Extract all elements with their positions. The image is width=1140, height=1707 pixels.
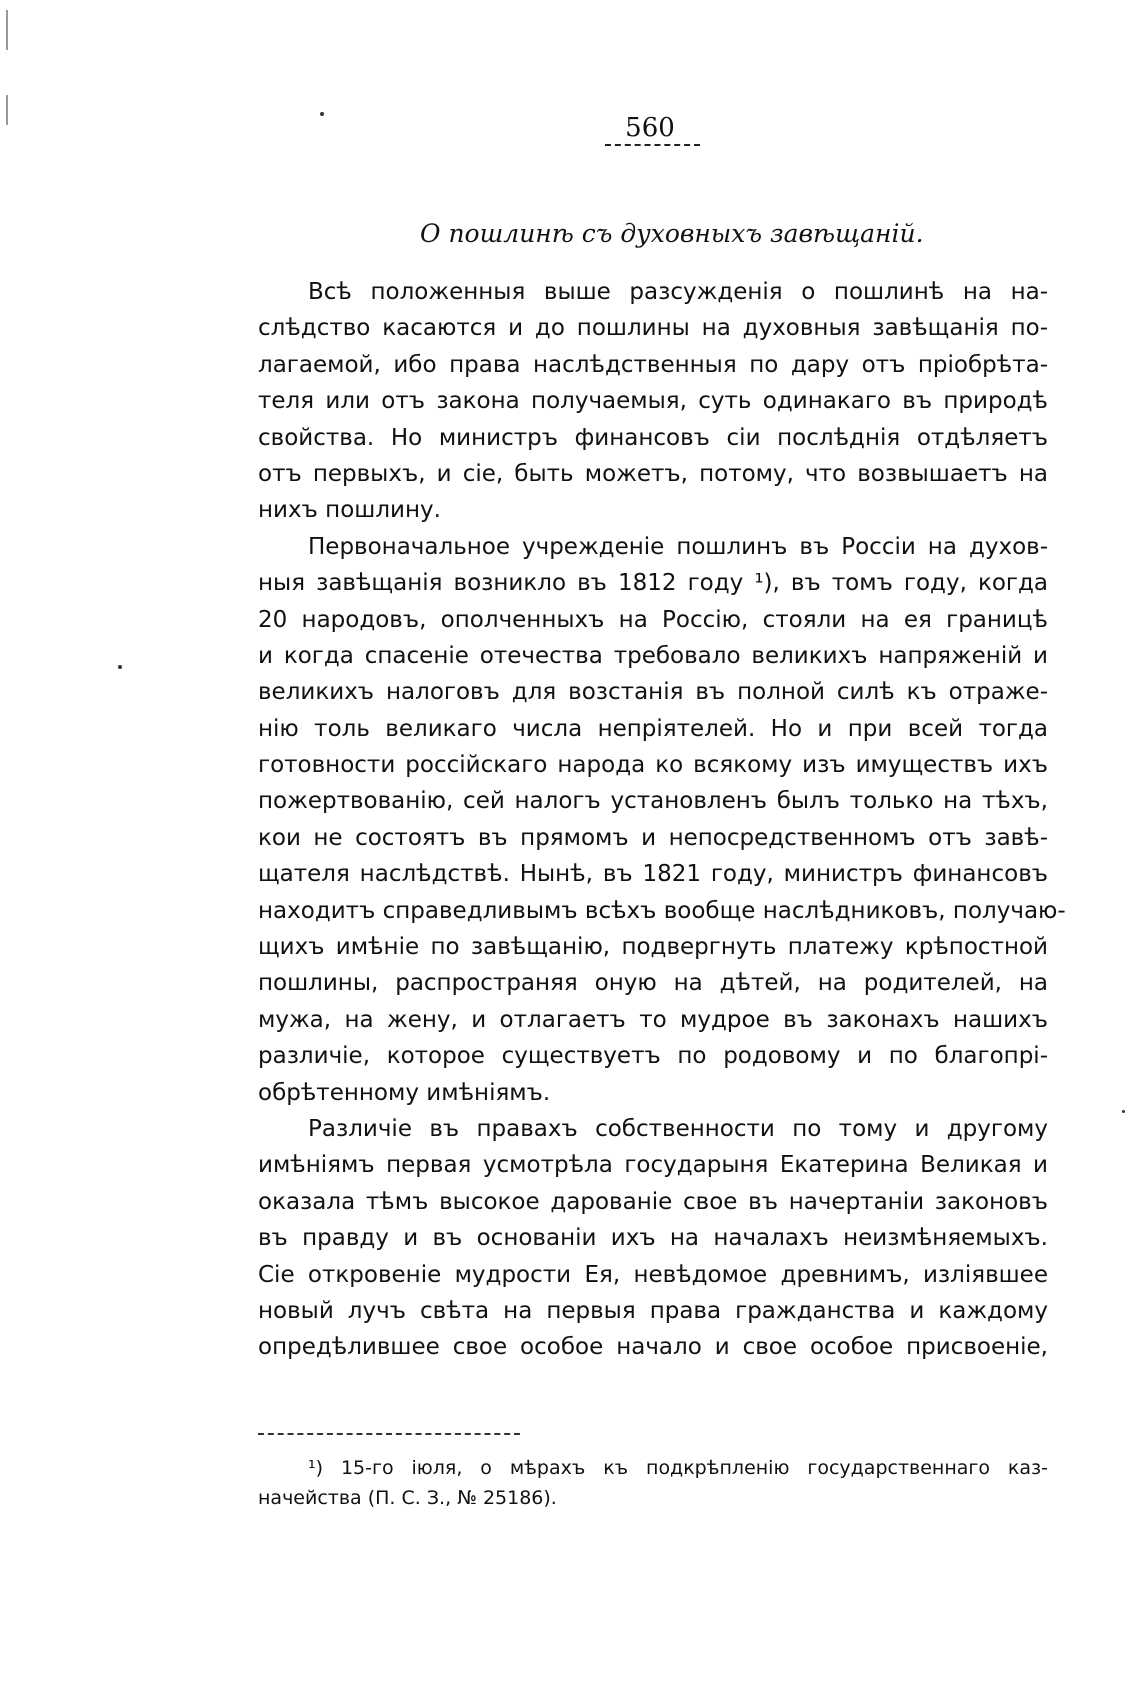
- footnote-line: ¹) 15-го іюля, о мѣрахъ къ подкрѣпленію государственнаго каз-: [308, 1457, 1048, 1479]
- text-line: новый лучъ свѣта на первыя права гражданства и каждому: [258, 1297, 1048, 1324]
- text-line: въ правду и въ основаніи ихъ на началахъ неизмѣняемыхъ.: [258, 1225, 1048, 1252]
- text-line: различіе, которое существуетъ по родовому и по благопрі-: [258, 1043, 1048, 1070]
- footnote-rule: [258, 1433, 520, 1435]
- text-line: 20 народовъ, ополченныхъ на Россію, стояли на ея границѣ: [258, 606, 1048, 633]
- text-line: оказала тѣмъ высокое дарованіе свое въ начертаніи законовъ: [258, 1188, 1048, 1215]
- page-number-rule: [605, 144, 700, 146]
- text-line: находитъ справедливымъ всѣхъ вообще наслѣдниковъ, получаю-: [258, 897, 1066, 924]
- text-line: щателя наслѣдствѣ. Нынѣ, въ 1821 году, министръ финансовъ: [258, 861, 1048, 888]
- text-line: опредѣлившее свое особое начало и свое особое присвоеніе,: [258, 1334, 1048, 1361]
- text-line: свойства. Но министръ финансовъ сіи послѣднія отдѣляетъ: [258, 424, 1048, 451]
- text-line: щихъ имѣніе по завѣщанію, подвергнуть платежу крѣпостной: [258, 934, 1048, 961]
- ink-speck: [1122, 1110, 1125, 1113]
- footnote: [258, 1453, 1048, 1513]
- text-line: лагаемой, ибо права наслѣдственныя по дару отъ пріобрѣта-: [258, 351, 1048, 378]
- text-line: слѣдство касаются и до пошлины на духовныя завѣщанія по-: [258, 315, 1048, 342]
- scan-edge-mark: [6, 95, 8, 125]
- text-line: пожертвованію, сей налогъ установленъ былъ только на тѣхъ,: [258, 788, 1048, 815]
- section-title: О пошлинѣ съ духовныхъ завѣщаній.: [420, 219, 924, 248]
- footnote-line: начейства (П. С. З., № 25186).: [258, 1487, 557, 1509]
- text-line: Сіе откровеніе мудрости Ея, невѣдомое древнимъ, изліявшее: [258, 1261, 1048, 1288]
- text-line: мужа, на жену, и отлагаетъ то мудрое въ законахъ нашихъ: [258, 1006, 1048, 1033]
- ink-speck: [320, 112, 324, 116]
- text-line: великихъ налоговъ для возстанія въ полной силѣ къ отраже-: [258, 679, 1048, 706]
- text-line: отъ первыхъ, и сіе, быть можетъ, потому, что возвышаетъ на: [258, 460, 1048, 487]
- text-line: обрѣтенному имѣніямъ.: [258, 1079, 551, 1106]
- text-line: имѣніямъ первая усмотрѣла государыня Екатерина Великая и: [258, 1152, 1048, 1179]
- text-line: кои не состоятъ въ прямомъ и непосредственномъ отъ завѣ-: [258, 824, 1048, 851]
- body-text: [258, 274, 1066, 1366]
- scan-edge-mark: [6, 10, 8, 50]
- text-line: Различіе въ правахъ собственности по тому и другому: [308, 1115, 1048, 1142]
- text-line: Первоначальное учрежденіе пошлинъ въ Россіи на духов-: [308, 533, 1048, 560]
- text-line: ныя завѣщанія возникло въ 1812 году ¹), въ томъ году, когда: [258, 570, 1048, 597]
- text-line: Всѣ положенныя выше разсужденія о пошлинѣ на на-: [308, 279, 1048, 305]
- text-line: нію толь великаго числа непріятелей. Но и при всей тогда: [258, 715, 1048, 742]
- text-line: готовности россійскаго народа ко всякому изъ имуществъ ихъ: [258, 752, 1048, 779]
- text-line: пошлины, распространяя оную на дѣтей, на родителей, на: [258, 970, 1048, 997]
- ink-speck: [118, 665, 122, 669]
- text-line: и когда спасеніе отечества требовало великихъ напряженій и: [258, 642, 1048, 669]
- text-line: нихъ пошлину.: [258, 497, 441, 524]
- page-number: 560: [625, 113, 675, 143]
- text-line: теля или отъ закона получаемыя, суть одинакаго въ природѣ: [258, 388, 1048, 415]
